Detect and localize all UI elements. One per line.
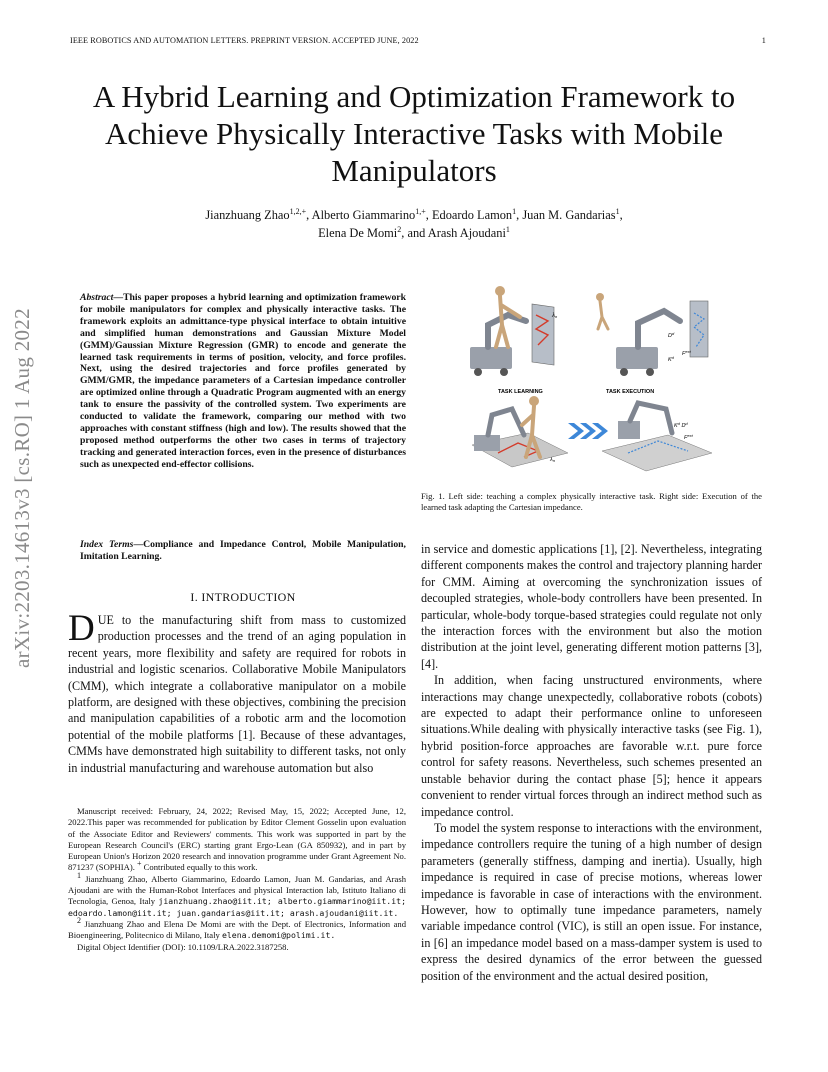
- affiliation-mark: 1: [512, 206, 517, 216]
- running-header: IEEE ROBOTICS AND AUTOMATION LETTERS. PREPRINT VERSION. ACCEPTED JUNE, 2022: [70, 36, 419, 45]
- impedance-symbols: $K^d$ $D^d$: [674, 421, 688, 429]
- section-heading: I. INTRODUCTION: [190, 590, 296, 604]
- footnote-mark: 1: [77, 870, 81, 880]
- abstract-text: —This paper proposes a hybrid learning and optimization framework for mobile manipulators for complex and physically interactive tasks. The framework exploits an admittance-type physical interface to obtain intuitive and simplified human demonstrations and Gaussian Mixture Model (GMM)/Gaussian Mixture Regression (GMR) to encode and generate the learned task requirements in terms of position, velocity, and force profiles. Next, using the desired trajectories and force profiles generated by GMM/GMR, the impedance parameters of a Cartesian impedance controller are optimized online through a Quadratic Program augmented with an energy tank to ensure the passivity of the controlled system. Two experiments are conducted to validate the framework, comparing our method with two approaches with constant stiffness (high and low). The results showed that the proposed method outperforms the other two cases in terms of trajectory tracking and generated interaction forces, even in the presence of disturbances such as unexpected end-effector collisions.: [80, 292, 406, 470]
- author-name: Elena De Momi: [318, 226, 398, 240]
- author-name: Edoardo Lamon: [431, 208, 513, 222]
- contrib-mark: +: [137, 859, 142, 869]
- task-execution-label: TASK EXECUTION: [606, 389, 655, 395]
- mobile-base: [616, 347, 658, 369]
- wheel-icon: [646, 368, 654, 376]
- transition-arrows: [568, 423, 608, 439]
- wheel-icon: [474, 368, 482, 376]
- email-link[interactable]: elena.demomi@polimi.it.: [221, 930, 336, 941]
- mobile-base: [470, 347, 512, 369]
- doi-note: Digital Object Identifier (DOI): 10.1109/LRA.2022.3187258.: [77, 941, 289, 952]
- arrow-icon: [568, 423, 584, 439]
- drop-cap: D: [68, 608, 95, 649]
- footnote-1: [68, 870, 407, 919]
- author-list: Jianzhuang Zhao$^{1,2,+}$, Alberto Giammarino$^{1,+}$, Edoardo Lamon$^1$, Juan M. Gandarias$^1$, Elena De Momi$^2$, and Arash Ajoudani$^1$: [205, 206, 623, 240]
- affiliation-mark: 1: [505, 224, 510, 234]
- index-terms-label: Index Terms: [80, 539, 134, 550]
- affiliation-mark: 1,+: [415, 206, 426, 216]
- abstract-label: Abstract: [80, 292, 114, 303]
- wheel-icon: [620, 368, 628, 376]
- author-name: Alberto Giammarino: [311, 208, 416, 222]
- author-name: Juan M. Gandarias: [522, 208, 616, 222]
- task-learning-label: TASK LEARNING: [498, 389, 543, 395]
- task-learning-scene: [470, 286, 558, 376]
- whiteboard-panel: [532, 304, 554, 365]
- footnote-text: Jianzhuang Zhao and Elena De Momi are with the Dept. of Electronics, Information and Bioengineering, Politecnico di Milano, Italy: [68, 918, 406, 941]
- task-execution-scene: [596, 293, 708, 376]
- paper-title: A Hybrid Learning and Optimization Framework to Achieve Physically Interactive Tasks with Mobile Manipulators: [92, 79, 736, 188]
- damping-symbol: $D^d$: [668, 331, 675, 339]
- arxiv-stamp: arXiv:2203.14613v3 [cs.RO] 1 Aug 2022: [10, 308, 34, 668]
- bottom-execution-scene: [602, 403, 712, 471]
- manuscript-note: [68, 806, 406, 874]
- paragraph: In addition, when facing unstructured environments, where interactions may change unexpectedly, collaborative robots (cobots) are expected to adapt their performance online to unforeseen situations.While dealing with physically interactive tasks (see Fig. 1), hybrid position-force approaches are favorable w.r.t. pure force control for safety reasons. Nevertheless, such schemes presented an unstable behavior during the contact phase [5]; hence it appears convenient to render virtual forces through an indirect method such as impedance control.: [421, 673, 762, 819]
- paragraph: To model the system response to interactions with the environment, impedance controllers require the tuning of a high number of design parameters (generally stiffness, damping and inertia). Usually, high impedance is required in case of precise motions, whereas lower impedance is favorable in case of interactions with the environment. However, how to optimally tune impedance parameters, namely variable impedance control (VIC), is still an open issue. For instance, in [6] an impedance model based on a mass-damper system is used to express the desired dynamics of the error between the guessed position of the environment and the actual desired position,: [421, 820, 762, 983]
- intro-text: UE to the manufacturing shift from mass to customized production processes and the trend of an aging population in recent years, more flexibility and safety are required for robots in industrial and logistic scenarios. Collaborative Mobile Manipulators (CMM), which integrate a collaborative manipulator on a mobile platform, are designed with these objectives, combining the precision and manipulation capabilities of a robotic arm and the locomotion potential of the mobile platforms [1]. Because of these advantages, CMMs have demonstrated high suitability to different tasks, not only in industrial manufacturing and warehouse automation but also: [68, 613, 406, 775]
- intro-paragraph: [68, 608, 406, 776]
- index-terms: [80, 539, 406, 563]
- bottom-learning-scene: [472, 396, 568, 467]
- author-name: Jianzhuang Zhao: [205, 208, 290, 222]
- author-name: Arash Ajoudani: [427, 226, 506, 240]
- wheel-icon: [500, 368, 508, 376]
- mannequin-body: [598, 301, 608, 329]
- footnote-text: Jianzhuang Zhao, Alberto Giammarino, Edoardo Lamon, Juan M. Gandarias, and Arash Ajoudani are with the Human-Robot Interfaces and physical Interaction lab, Istituto Italiano di Tecnologia, Genoa, Italy: [68, 873, 406, 907]
- affiliation-mark: 2: [397, 224, 402, 234]
- force-symbol: $F^{ext}$: [682, 349, 691, 357]
- page-number: 1: [761, 36, 766, 45]
- figure-1: [468, 285, 714, 480]
- affiliation-mark: 1,2,+: [289, 206, 307, 216]
- stiffness-symbol: $K^d$: [668, 355, 674, 363]
- table: [602, 435, 712, 471]
- contrib-text: Contributed equally to this work.: [143, 862, 258, 873]
- manuscript-text: Manuscript received: February, 24, 2022; Revised May, 15, 2022; Accepted June, 12, 2022.This paper was recommended for publication by Editor Clement Gosselin upon evaluation of the Associate Editor and Reviewers' comments. This work was supported in part by the European Research Council's (ERC) starting grant Ergo-Lean (GA 850932), and in part by European Union's Horizon 2020 research and innovation programme under Grant Agreement No. 871237 (SOPHIA).: [68, 806, 406, 873]
- figure-caption: Fig. 1. Left side: teaching a complex physically interactive task. Right side: Execution of the learned task adapting the Cartesian impedance.: [421, 491, 762, 513]
- affiliation-mark: 1: [615, 206, 620, 216]
- abstract: [80, 292, 406, 471]
- index-terms-text: —Compliance and Impedance Control, Mobile Manipulation, Imitation Learning.: [80, 539, 406, 562]
- email-list[interactable]: jianzhuang.zhao@iit.it; alberto.giammarino@iit.it; edoardo.lamon@iit.it; juan.gandarias@iit.it; arash.ajoudani@iit.it.: [68, 896, 407, 918]
- paragraph: in service and domestic applications [1], [2]. Nevertheless, integrating different components makes the control and trajectory planning harder for CMM. Aiming at overcoming the synchronization issues of decoupled strategies, whole-body controllers have been presented. In particular, whole-body torque-based strategies could regulate not only the interaction forces with the environment but also the motion distribution at the joint level, generating different motion patterns [3], [4].: [421, 542, 762, 671]
- footnote-2: [68, 916, 406, 942]
- lambda-symbol: λn: [550, 457, 555, 463]
- footnote-mark: 2: [77, 916, 81, 926]
- robot-arm: [488, 409, 524, 435]
- whiteboard-panel: [690, 301, 708, 357]
- footnotes: [68, 806, 406, 953]
- right-column: [421, 541, 762, 984]
- robot-arm: [638, 311, 680, 347]
- mobile-base: [618, 421, 640, 439]
- mobile-base: [474, 435, 500, 451]
- lambda-symbol: λn: [552, 313, 558, 319]
- force-symbol: $F^{ext}$: [684, 433, 693, 441]
